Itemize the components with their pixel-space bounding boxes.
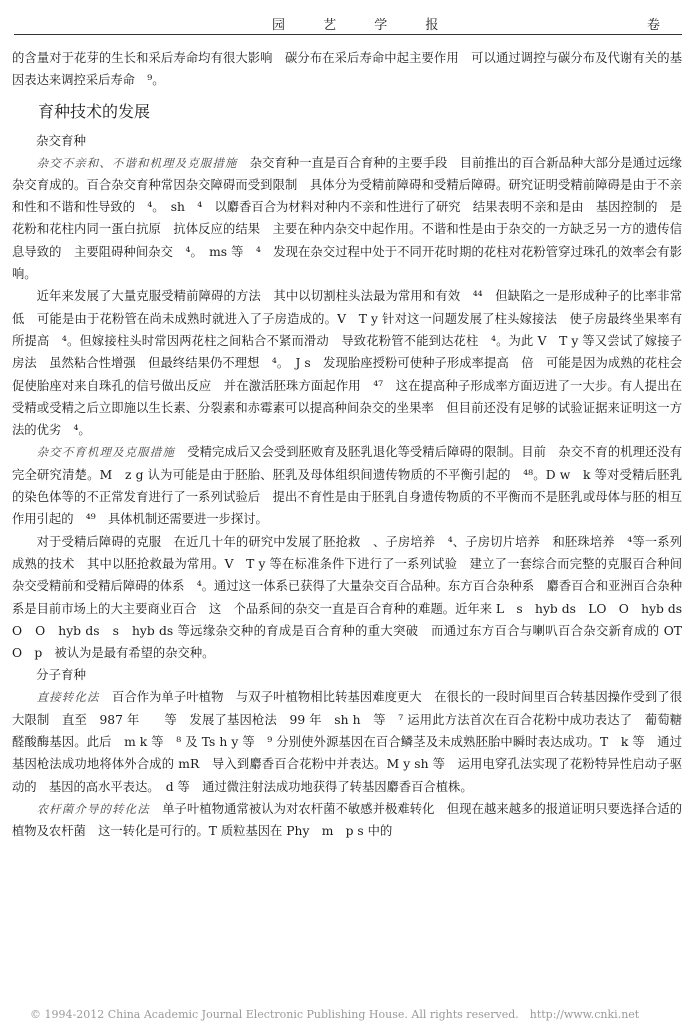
subsection-heading-hybrid: 杂交育种 xyxy=(36,132,87,148)
paragraph-sterility xyxy=(12,441,682,530)
journal-title: 园 艺 学 报 xyxy=(272,18,456,33)
paragraph-postfertilization: 对于受精后障碍的克服 在近几十年的研究中发展了胚抢救 、子房培养 ⁴、子房切片培养 和胚珠培养 ⁴等一系列成熟的技术 其中以胚抢救最为常用。V T y 等在标准条件下进行了一系列试验 建立了一套综合而完整的克服百合种间杂交受精前和受精后障碍的体系 ⁴。通过这一体系已获得了大量杂交百合品种。东方百合杂种系 麝香百合和亚洲百合杂种系是目前市场上的大主要商业百合 这 个品系间的杂交一直是百合育种的难题。近年来 L s hyb ds LO O hyb ds O O hyb ds s hyb ds 等远缘杂交种的育成是百合育种的重大突破 而通过东方百合与喇叭百合杂交新育成的 OT O p 被认为是最有希望的杂交种。 xyxy=(12,534,695,661)
copyright-footer: © 1994-2012 China Academic Journal Electronic Publishing House. All rights reserved. http://www.cnki.net xyxy=(30,1008,640,1021)
paragraph-direct-transformation xyxy=(12,686,682,797)
paragraph-text: 百合作为单子叶植物 与双子叶植物相比转基因难度更大 在很长的一段时间里百合转基因操作受到了很大限制 直至 987 年 等 发展了基因枪法 99 年 sh h 等 ⁷ 运用此方法首次在百合花粉中成功表达了 葡萄糖醛酸酶基因。此后 m k 等 ⁸ 及 Ts h y 等 ⁹ 分别使外源基因在百合鳞茎及未成熟胚胎中瞬时表达成功。T k 等 通过基因枪法成功地将体外合成的 mR 导入到麝香百合花粉中并表达。M y sh 等 运用电穿孔法实现了花粉特异性启动子驱动的 基因的高水平表达。 d 等 通过微注射法成功地获得了转基因麝香百合植株。 xyxy=(12,690,682,794)
article-body xyxy=(12,47,695,843)
subheading-agrobacterium: 农杆菌介导的转化法 xyxy=(36,801,150,816)
paragraph-text: 杂交育种一直是百合育种的主要手段 目前推出的百合新品种大部分是通过远缘杂交育成的。百合杂交育种常因杂交障碍而受到限制 具体分为受精前障碍和受精后障碍。研究证明受精前障碍是由于不亲和性和不谐和性导致的 ⁴。 sh ⁴ 以麝香百合为材料对种内不亲和性进行了研究 结果表明不亲和是由 基因控制的 是花粉和花柱内同一蛋白抗原 抗体反应的结果 主要在种内杂交中起作用。不谐和性是由于杂交的一方缺乏另一方的遗传信息导致的 主要阻碍种间杂交 ⁴。 ms 等 ⁴ 发现在杂交过程中处于不同开花时期的花柱对花粉管穿过珠孔的效率会有影响。 xyxy=(12,155,682,282)
subheading-incompatibility: 杂交不亲和、不谐和机理及克服措施 xyxy=(36,155,238,170)
volume-label: 卷 xyxy=(646,18,660,33)
section-heading: 育种技术的发展 xyxy=(38,101,151,121)
page-header xyxy=(14,8,682,35)
subsection-heading-molecular: 分子育种 xyxy=(36,667,87,683)
subheading-sterility: 杂交不育机理及克服措施 xyxy=(36,445,175,460)
paragraph-agrobacterium xyxy=(12,798,682,843)
paragraph-text: 受精完成后又会受到胚败育及胚乳退化等受精后障碍的限制。目前 杂交不育的机理还没有完全研究清楚。M z g 认为可能是由于胚胎、胚乳及母体组织间遗传物质的不平衡引起的 ⁴⁸。D w k 等对受精后胚乳的染色体等的不正常发育进行了一系列试验后 提出不育性是由于胚乳自身遗传物质的不平衡而不是胚乳或母体与胚的相互作用引起的 ⁴⁹ 具体机制还需要进一步探讨。 xyxy=(12,445,682,527)
paragraph-prefertilization: 近年来发展了大量克服受精前障碍的方法 其中以切割柱头法最为常用和有效 ⁴⁴ 但缺陷之一是形成种子的比率非常低 可能是由于花粉管在尚未成熟时就进入了子房造成的。V T y 针对这一问题发展了柱头嫁接法 使子房最终坐果率有所提高 ⁴。但嫁接柱头时常因两花柱之间粘合不紧而滑动 导致花粉管不能到达花柱 ⁴。为此 V T y 等又尝试了嫁接子房法 虽然粘合性增强 但最终结果仍不理想 ⁴。 J s 发现胎座授粉可使种子形成率提高 倍 可能是因为成熟的花柱会促使胎座对来自珠孔的信号做出反应 并在激活胚珠方面起作用 ⁴⁷ 这在提高种子形成率方面迈进了一大步。有人提出在受精或受精之后立即施以生长素、分裂素和赤霉素可以提高种间杂交的坐果率 但目前还没有足够的试验证据来证明这一方法的优劣 ⁴。 xyxy=(12,289,682,438)
paragraph-text: 单子叶植物通常被认为对农杆菌不敏感并极难转化 但现在越来越多的报道证明只要选择合适的植物及农杆菌 这一转化是可行的。T 质粒基因在 Phy m p s 中的 xyxy=(12,801,682,839)
paragraph-incompatibility xyxy=(12,152,682,286)
intro-paragraph: 的含量对于花芽的生长和采后寿命均有很大影响 碳分布在采后寿命中起主要作用 可以通过调控与碳分布及代谢有关的基因表达来调控采后寿命 ⁹。 xyxy=(12,51,682,88)
subheading-direct-transformation: 直接转化法 xyxy=(36,690,100,705)
